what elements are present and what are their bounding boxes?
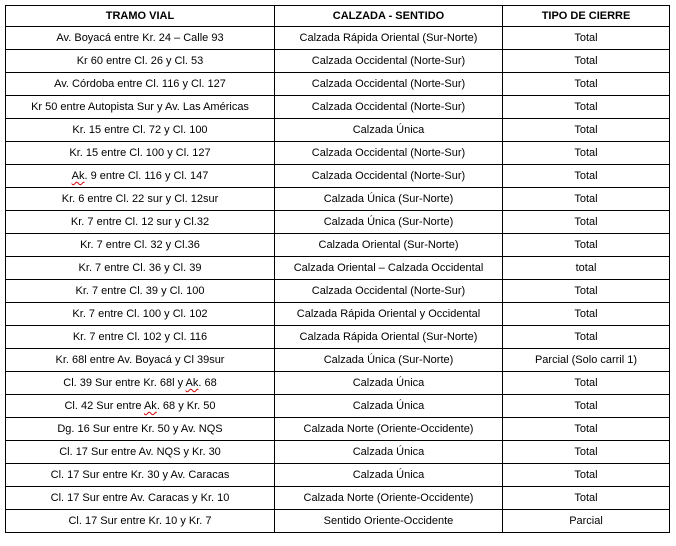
table-row bbox=[6, 96, 670, 119]
cell-tipo-de-cierre: Total bbox=[503, 142, 670, 165]
cell-tramo-vial: Cl. 17 Sur entre Av. Caracas y Kr. 10 bbox=[6, 487, 275, 510]
cell-tipo-de-cierre: Total bbox=[503, 234, 670, 257]
cell-tramo-vial: Av. Córdoba entre Cl. 116 y Cl. 127 bbox=[6, 73, 275, 96]
table-row bbox=[6, 165, 670, 188]
table-row bbox=[6, 418, 670, 441]
cell-calzada-sentido: Calzada Occidental (Norte-Sur) bbox=[275, 50, 503, 73]
cell-tramo-vial: Kr. 7 entre Cl. 39 y Cl. 100 bbox=[6, 280, 275, 303]
cell-tipo-de-cierre: Total bbox=[503, 280, 670, 303]
table-row bbox=[6, 441, 670, 464]
road-closures-table bbox=[5, 5, 670, 533]
cell-tipo-de-cierre: Total bbox=[503, 96, 670, 119]
cell-tramo-vial: Kr 60 entre Cl. 26 y Cl. 53 bbox=[6, 50, 275, 73]
cell-calzada-sentido: Calzada Occidental (Norte-Sur) bbox=[275, 142, 503, 165]
cell-tramo-vial: Kr. 7 entre Cl. 102 y Cl. 116 bbox=[6, 326, 275, 349]
table-row bbox=[6, 27, 670, 50]
cell-tipo-de-cierre: Total bbox=[503, 165, 670, 188]
table-header-row bbox=[6, 6, 670, 27]
table-row bbox=[6, 303, 670, 326]
cell-tramo-vial: Kr. 7 entre Cl. 12 sur y Cl.32 bbox=[6, 211, 275, 234]
cell-calzada-sentido: Calzada Oriental – Calzada Occidental bbox=[275, 257, 503, 280]
cell-tipo-de-cierre: Total bbox=[503, 441, 670, 464]
header-calzada-sentido: CALZADA - SENTIDO bbox=[275, 6, 503, 27]
cell-tipo-de-cierre: Parcial (Solo carril 1) bbox=[503, 349, 670, 372]
cell-tipo-de-cierre: Total bbox=[503, 188, 670, 211]
cell-calzada-sentido: Calzada Única bbox=[275, 395, 503, 418]
cell-tramo-vial: Cl. 17 Sur entre Av. NQS y Kr. 30 bbox=[6, 441, 275, 464]
cell-calzada-sentido: Calzada Única (Sur-Norte) bbox=[275, 349, 503, 372]
cell-tramo-vial: Av. Boyacá entre Kr. 24 – Calle 93 bbox=[6, 27, 275, 50]
cell-tipo-de-cierre: total bbox=[503, 257, 670, 280]
cell-tramo-vial: Cl. 42 Sur entre Ak. 68 y Kr. 50 bbox=[6, 395, 275, 418]
cell-calzada-sentido: Calzada Oriental (Sur-Norte) bbox=[275, 234, 503, 257]
cell-tramo-vial: Kr. 15 entre Cl. 72 y Cl. 100 bbox=[6, 119, 275, 142]
cell-tramo-vial: Kr. 7 entre Cl. 32 y Cl.36 bbox=[6, 234, 275, 257]
cell-tramo-vial: Dg. 16 Sur entre Kr. 50 y Av. NQS bbox=[6, 418, 275, 441]
table-row bbox=[6, 211, 670, 234]
cell-tipo-de-cierre: Total bbox=[503, 418, 670, 441]
table-row bbox=[6, 395, 670, 418]
table-row bbox=[6, 119, 670, 142]
cell-tipo-de-cierre: Total bbox=[503, 119, 670, 142]
cell-calzada-sentido: Calzada Rápida Oriental (Sur-Norte) bbox=[275, 326, 503, 349]
cell-tipo-de-cierre: Total bbox=[503, 211, 670, 234]
cell-tipo-de-cierre: Total bbox=[503, 372, 670, 395]
cell-calzada-sentido: Calzada Occidental (Norte-Sur) bbox=[275, 165, 503, 188]
cell-tramo-vial: Ak. 9 entre Cl. 116 y Cl. 147 bbox=[6, 165, 275, 188]
table-body bbox=[6, 27, 670, 533]
cell-calzada-sentido: Calzada Única (Sur-Norte) bbox=[275, 188, 503, 211]
cell-tramo-vial: Kr. 7 entre Cl. 36 y Cl. 39 bbox=[6, 257, 275, 280]
cell-calzada-sentido: Calzada Única bbox=[275, 119, 503, 142]
table-row bbox=[6, 280, 670, 303]
table-row bbox=[6, 372, 670, 395]
table-row bbox=[6, 464, 670, 487]
cell-tramo-vial: Kr 50 entre Autopista Sur y Av. Las Américas bbox=[6, 96, 275, 119]
cell-calzada-sentido: Calzada Norte (Oriente-Occidente) bbox=[275, 418, 503, 441]
cell-tramo-vial: Kr. 7 entre Cl. 100 y Cl. 102 bbox=[6, 303, 275, 326]
cell-calzada-sentido: Calzada Única bbox=[275, 372, 503, 395]
cell-tipo-de-cierre: Total bbox=[503, 50, 670, 73]
cell-tipo-de-cierre: Total bbox=[503, 326, 670, 349]
table-row bbox=[6, 326, 670, 349]
cell-calzada-sentido: Calzada Occidental (Norte-Sur) bbox=[275, 280, 503, 303]
table-row bbox=[6, 510, 670, 533]
table-row bbox=[6, 142, 670, 165]
cell-tipo-de-cierre: Total bbox=[503, 395, 670, 418]
cell-tramo-vial: Cl. 17 Sur entre Kr. 30 y Av. Caracas bbox=[6, 464, 275, 487]
cell-tipo-de-cierre: Total bbox=[503, 73, 670, 96]
cell-tipo-de-cierre: Total bbox=[503, 464, 670, 487]
table-row bbox=[6, 349, 670, 372]
cell-tramo-vial: Kr. 6 entre Cl. 22 sur y Cl. 12sur bbox=[6, 188, 275, 211]
cell-calzada-sentido: Calzada Rápida Oriental y Occidental bbox=[275, 303, 503, 326]
cell-tipo-de-cierre: Total bbox=[503, 487, 670, 510]
table-row bbox=[6, 188, 670, 211]
cell-calzada-sentido: Calzada Occidental (Norte-Sur) bbox=[275, 73, 503, 96]
cell-tramo-vial: Kr. 15 entre Cl. 100 y Cl. 127 bbox=[6, 142, 275, 165]
table-container bbox=[5, 5, 670, 533]
table-row bbox=[6, 257, 670, 280]
cell-tramo-vial: Cl. 17 Sur entre Kr. 10 y Kr. 7 bbox=[6, 510, 275, 533]
table-row bbox=[6, 50, 670, 73]
cell-tramo-vial: Kr. 68l entre Av. Boyacá y Cl 39sur bbox=[6, 349, 275, 372]
cell-calzada-sentido: Calzada Occidental (Norte-Sur) bbox=[275, 96, 503, 119]
cell-tramo-vial: Cl. 39 Sur entre Kr. 68l y Ak. 68 bbox=[6, 372, 275, 395]
header-tramo-vial: TRAMO VIAL bbox=[6, 6, 275, 27]
cell-tipo-de-cierre: Parcial bbox=[503, 510, 670, 533]
table-row bbox=[6, 487, 670, 510]
cell-calzada-sentido: Calzada Única (Sur-Norte) bbox=[275, 211, 503, 234]
cell-tipo-de-cierre: Total bbox=[503, 27, 670, 50]
table-row bbox=[6, 234, 670, 257]
header-tipo-de-cierre: TIPO DE CIERRE bbox=[503, 6, 670, 27]
cell-calzada-sentido: Calzada Rápida Oriental (Sur-Norte) bbox=[275, 27, 503, 50]
cell-calzada-sentido: Calzada Única bbox=[275, 464, 503, 487]
cell-calzada-sentido: Sentido Oriente-Occidente bbox=[275, 510, 503, 533]
cell-tipo-de-cierre: Total bbox=[503, 303, 670, 326]
table-row bbox=[6, 73, 670, 96]
cell-calzada-sentido: Calzada Única bbox=[275, 441, 503, 464]
cell-calzada-sentido: Calzada Norte (Oriente-Occidente) bbox=[275, 487, 503, 510]
